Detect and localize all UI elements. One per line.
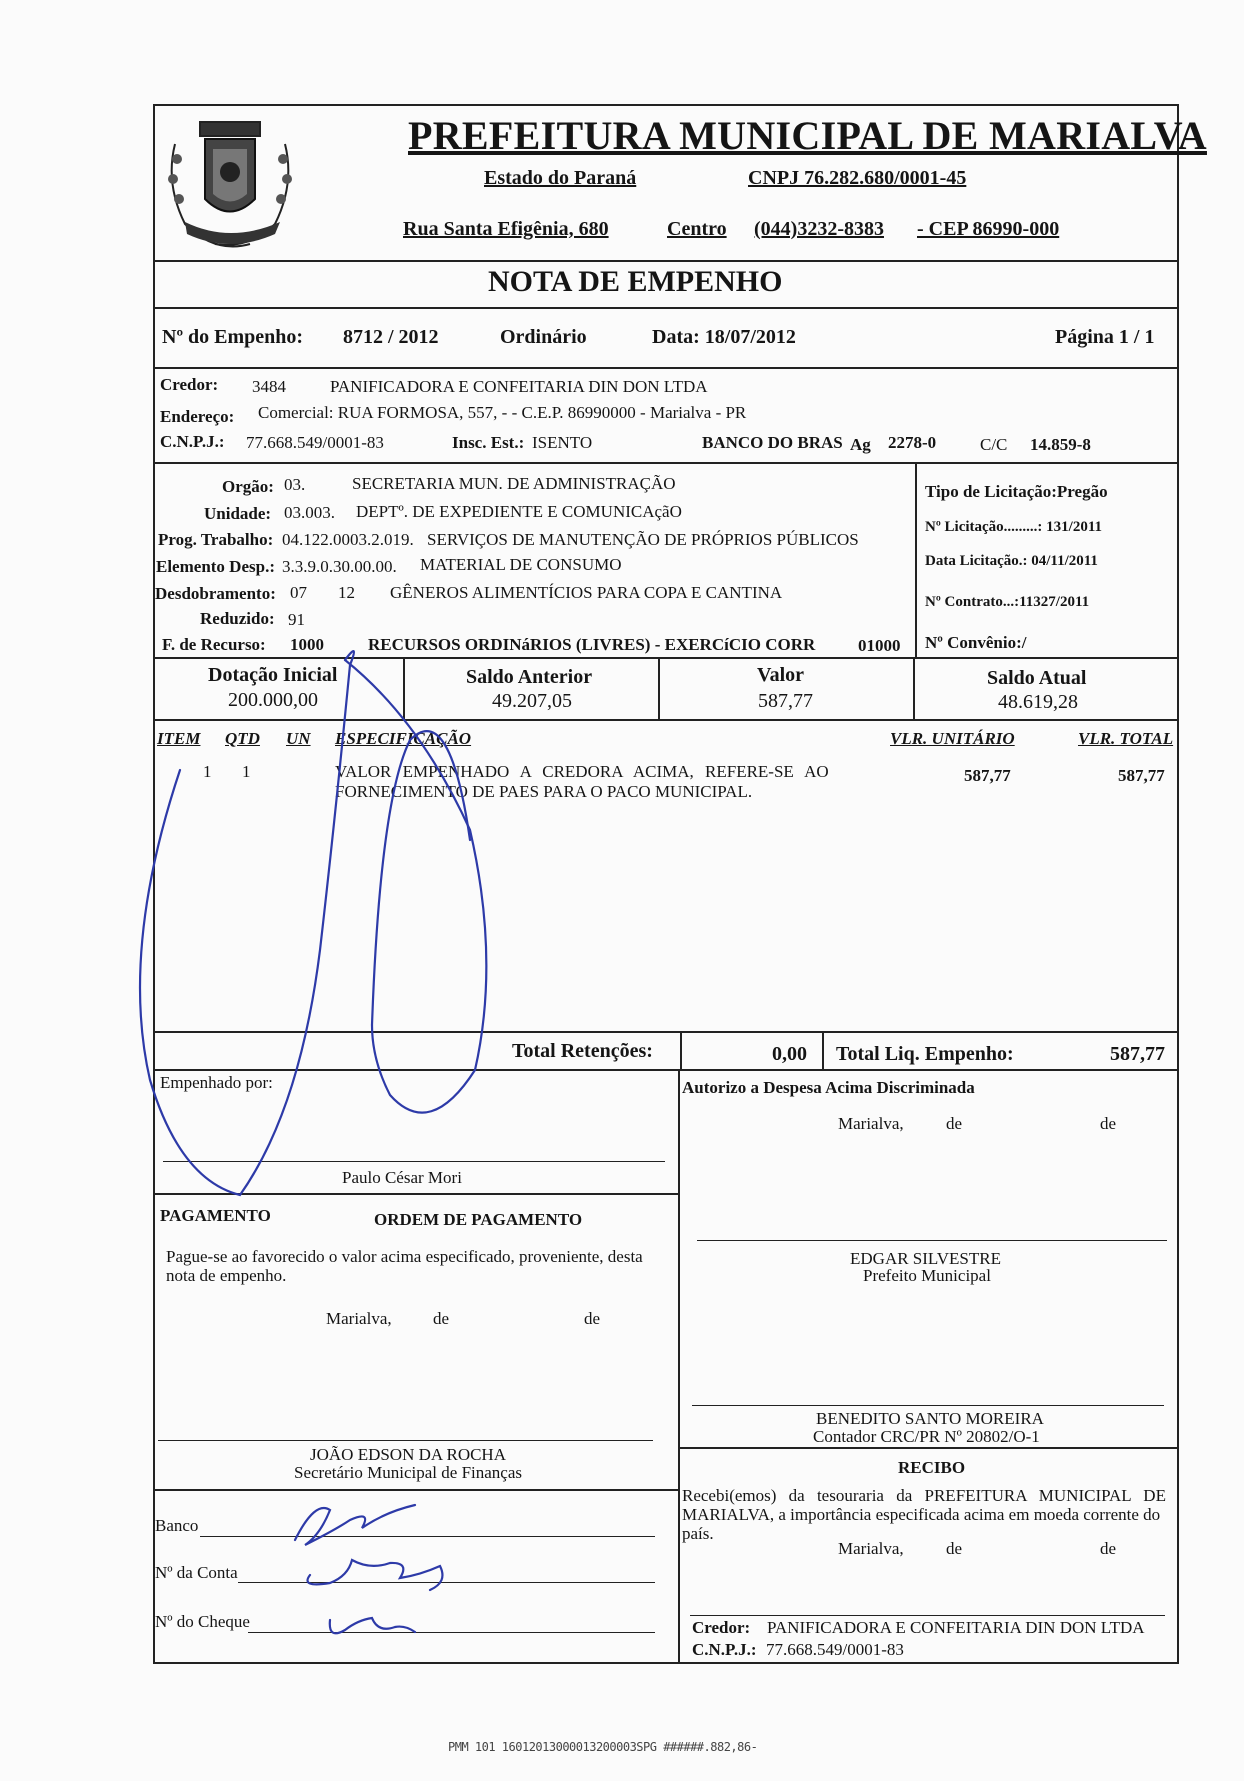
col-especificacao: ESPECIFICAÇÃO: [335, 729, 472, 748]
cheque-label: Nº do Cheque: [155, 1612, 250, 1631]
reduzido-value: 91: [288, 610, 305, 629]
bank-name: BANCO DO BRAS: [702, 433, 843, 452]
pague-se-line1: Pague-se ao favorecido o valor acima especificado, proveniente, desta: [166, 1247, 643, 1266]
recibo-title: RECIBO: [898, 1458, 966, 1477]
recurso-label: F. de Recurso:: [162, 635, 266, 654]
municipality-district: Centro: [667, 218, 727, 240]
item-unit-value: 587,77: [964, 766, 1011, 785]
recibo-de-1: de: [946, 1539, 963, 1558]
empenho-label: Nº do Empenho:: [162, 326, 304, 348]
prefeito-name: EDGAR SILVESTRE: [850, 1249, 1001, 1268]
coat-of-arms-logo: [155, 104, 305, 260]
orgao-name: SECRETARIA MUN. DE ADMINISTRAÇÃO: [352, 474, 676, 493]
municipality-cep: - CEP 86990-000: [917, 218, 1060, 240]
creditor-label: Credor:: [160, 375, 219, 394]
saldo-anterior-label: Saldo Anterior: [466, 666, 593, 688]
account-label: C/C: [980, 435, 1008, 454]
unidade-label: Unidade:: [204, 504, 272, 523]
autorizo-de-1: de: [946, 1114, 963, 1133]
empenho-type: Ordinário: [500, 326, 587, 348]
col-un: UN: [286, 729, 311, 748]
saldo-atual-label: Saldo Atual: [987, 667, 1087, 689]
recurso-name: RECURSOS ORDINáRIOS (LIVRES) - EXERCíCIO CORR: [368, 635, 816, 654]
recibo-credor-label: Credor:: [692, 1618, 751, 1637]
item-number: 1: [203, 762, 212, 781]
divider-vertical: [403, 657, 405, 719]
document-title: NOTA DE EMPENHO: [488, 265, 783, 298]
recibo-line1: Recebi(emos) da tesouraria da PREFEITURA MUNICIPAL DE: [682, 1486, 1166, 1505]
dotacao-inicial-value: 200.000,00: [228, 689, 318, 711]
pagamento-de-1: de: [433, 1309, 450, 1328]
secretario-name: JOÃO EDSON DA ROCHA: [310, 1445, 506, 1464]
saldo-atual-value: 48.619,28: [998, 691, 1078, 713]
prog-trabalho-code: 04.122.0003.2.019.: [282, 530, 414, 549]
divider: [153, 367, 1179, 369]
municipality-cnpj: CNPJ 76.282.680/0001-45: [748, 167, 967, 189]
divider: [153, 1489, 679, 1491]
state-name: Estado do Paraná: [484, 167, 637, 189]
autorizo-text: Autorizo a Despesa Acima Discriminada: [682, 1078, 975, 1097]
recibo-place: Marialva,: [838, 1539, 904, 1558]
orgao-label: Orgão:: [222, 477, 274, 496]
elemento-label: Elemento Desp.:: [156, 557, 275, 576]
total-retencoes-value: 0,00: [772, 1043, 807, 1065]
insc-label: Insc. Est.:: [452, 433, 525, 452]
signature-line: [692, 1405, 1164, 1406]
valor-value: 587,77: [758, 690, 813, 712]
conta-label: Nº da Conta: [155, 1563, 238, 1582]
elemento-name: MATERIAL DE CONSUMO: [420, 555, 622, 574]
col-vlr-unitario: VLR. UNITÁRIO: [890, 729, 1015, 748]
signer-empenho: Paulo César Mori: [342, 1168, 462, 1187]
total-liquido-label: Total Liq. Empenho:: [836, 1043, 1014, 1065]
credor-divider: [690, 1615, 1165, 1616]
signature-line: [158, 1440, 653, 1441]
total-liquido-value: 587,77: [1110, 1043, 1165, 1065]
recurso-number: 01000: [858, 636, 901, 655]
divider-vertical: [822, 1031, 824, 1069]
desdobramento-name: GÊNEROS ALIMENTÍCIOS PARA COPA E CANTINA: [390, 583, 783, 602]
col-item: ITEM: [157, 729, 201, 748]
recibo-cnpj-label: C.N.P.J.:: [692, 1640, 757, 1659]
divider: [153, 462, 1179, 464]
autorizo-de-2: de: [1100, 1114, 1117, 1133]
banco-label: Banco: [155, 1516, 199, 1535]
autorizo-place: Marialva,: [838, 1114, 904, 1133]
agency-label: Ag: [850, 435, 871, 454]
contador-role: Contador CRC/PR Nº 20802/O-1: [813, 1427, 1040, 1446]
numero-convenio: Nº Convênio:/: [925, 633, 1027, 652]
elemento-code: 3.3.9.0.30.00.00.: [282, 557, 397, 576]
divider-vertical: [915, 462, 917, 657]
divider-vertical: [658, 657, 660, 719]
footer-print-code: PMM 101 16012013000013200003SPG ######.882,86-: [448, 1740, 758, 1754]
creditor-address: Comercial: RUA FORMOSA, 557, - - C.E.P. 86990000 - Marialva - PR: [258, 403, 747, 422]
divider-vertical: [678, 1069, 680, 1664]
signature-line: [697, 1240, 1167, 1241]
tipo-licitacao: Tipo de Licitação:Pregão: [925, 482, 1108, 501]
numero-contrato: Nº Contrato...:11327/2011: [925, 594, 1090, 610]
recibo-cnpj-value: 77.668.549/0001-83: [766, 1640, 904, 1659]
secretario-role: Secretário Municipal de Finanças: [294, 1463, 523, 1482]
creditor-code: 3484: [252, 377, 286, 396]
insc-value: ISENTO: [532, 433, 593, 452]
divider: [153, 657, 1179, 659]
dotacao-inicial-label: Dotação Inicial: [208, 664, 338, 686]
prefeito-role: Prefeito Municipal: [863, 1266, 991, 1285]
recibo-line3: país.: [682, 1524, 714, 1543]
prog-trabalho-name: SERVIÇOS DE MANUTENÇÃO DE PRÓPRIOS PÚBLICOS: [427, 530, 859, 549]
empenho-number: 8712 / 2012: [343, 326, 439, 348]
agency-number: 2278-0: [888, 433, 937, 452]
pague-se-line2: nota de empenho.: [166, 1266, 287, 1285]
prog-trabalho-label: Prog. Trabalho:: [158, 530, 274, 549]
desdobramento-a: 07: [290, 583, 307, 602]
reduzido-label: Reduzido:: [200, 609, 275, 628]
item-qtd: 1: [242, 762, 251, 781]
creditor-name: PANIFICADORA E CONFEITARIA DIN DON LTDA: [330, 377, 708, 396]
recibo-de-2: de: [1100, 1539, 1117, 1558]
data-licitacao: Data Licitação.: 04/11/2011: [925, 553, 1098, 569]
creditor-cnpj-label: C.N.P.J.:: [160, 432, 225, 451]
orgao-code: 03.: [284, 475, 306, 494]
recurso-code: 1000: [290, 635, 324, 654]
desdobramento-label: Desdobramento:: [155, 584, 276, 603]
municipality-phone: (044)3232-8383: [754, 218, 884, 240]
banco-line: [200, 1536, 655, 1537]
ordem-pagamento-label: ORDEM DE PAGAMENTO: [374, 1210, 583, 1229]
divider: [153, 307, 1179, 309]
signature-line: [163, 1161, 665, 1162]
valor-label: Valor: [757, 664, 805, 686]
pagamento-place: Marialva,: [326, 1309, 392, 1328]
creditor-cnpj: 77.668.549/0001-83: [246, 433, 384, 452]
numero-licitacao: Nº Licitação.........: 131/2011: [925, 519, 1103, 535]
recibo-line2: MARIALVA, a importância especificada acima em moeda corrente do: [682, 1505, 1161, 1524]
saldo-anterior-value: 49.207,05: [492, 690, 572, 712]
page-number: Página 1 / 1: [1055, 326, 1155, 348]
divider-vertical: [913, 657, 915, 719]
unidade-name: DEPTº. DE EXPEDIENTE E COMUNICAçãO: [356, 502, 682, 521]
item-total-value: 587,77: [1118, 766, 1165, 785]
pagamento-label: PAGAMENTO: [160, 1206, 271, 1225]
desdobramento-b: 12: [338, 583, 355, 602]
divider: [678, 1447, 1179, 1449]
empenhado-por-label: Empenhado por:: [160, 1073, 273, 1092]
divider: [153, 260, 1179, 262]
item-spec-line1: VALOR EMPENHADO A CREDORA ACIMA, REFERE-SE AO: [335, 762, 829, 781]
total-retencoes-label: Total Retenções:: [512, 1040, 653, 1062]
col-qtd: QTD: [225, 729, 260, 748]
address-label: Endereço:: [160, 407, 235, 426]
recibo-credor-name: PANIFICADORA E CONFEITARIA DIN DON LTDA: [767, 1618, 1145, 1637]
divider: [153, 1069, 1179, 1071]
item-spec-line2: FORNECIMENTO DE PAES PARA O PACO MUNICIPAL.: [335, 782, 753, 801]
contador-name: BENEDITO SANTO MOREIRA: [816, 1409, 1044, 1428]
divider: [153, 1031, 1179, 1033]
divider: [153, 719, 1179, 721]
account-number: 14.859-8: [1030, 435, 1091, 454]
cheque-line: [248, 1632, 655, 1633]
unidade-code: 03.003.: [284, 503, 335, 522]
municipality-title: PREFEITURA MUNICIPAL DE MARIALVA: [408, 113, 1207, 158]
divider-vertical: [680, 1031, 682, 1069]
municipality-address: Rua Santa Efigênia, 680: [403, 218, 609, 240]
col-vlr-total: VLR. TOTAL: [1078, 729, 1174, 748]
pagamento-de-2: de: [584, 1309, 601, 1328]
empenho-date: Data: 18/07/2012: [652, 326, 796, 348]
conta-line: [238, 1582, 655, 1583]
divider: [153, 1193, 679, 1195]
